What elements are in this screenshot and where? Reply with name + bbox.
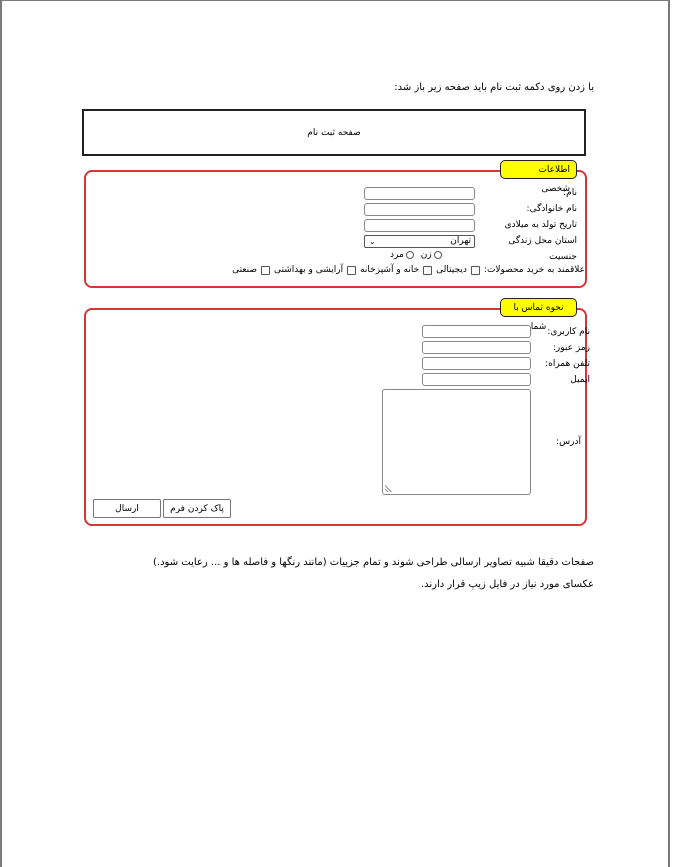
gender-radio-male[interactable] — [406, 251, 414, 259]
note-line-2: عکسای مورد نیاز در فایل زیپ قرار دارند. — [420, 579, 594, 590]
password-label: رمز عبور: — [552, 343, 590, 353]
username-input[interactable] — [422, 325, 531, 338]
email-input[interactable] — [422, 373, 531, 386]
birth-date-label: تاریخ تولد به میلادی — [504, 220, 577, 230]
interest-checkbox-digital[interactable] — [471, 266, 480, 275]
username-label: نام کاربری: — [547, 327, 590, 337]
interest-checkbox-home-kitchen[interactable] — [423, 266, 432, 275]
interest-checkbox-industrial[interactable] — [261, 266, 270, 275]
reset-form-button[interactable]: پاک کردن فرم — [163, 499, 231, 518]
interest-option-industrial: صنعتی — [232, 265, 257, 275]
first-name-label: نام: — [563, 188, 577, 198]
province-value: تهران — [450, 236, 471, 246]
address-label: آدرس: — [556, 437, 581, 447]
submit-button[interactable]: ارسال — [93, 499, 161, 518]
personal-info-legend: اطلاعات شخصی — [500, 160, 577, 179]
banner-title: صفحه ثبت نام — [307, 127, 361, 138]
password-input[interactable] — [422, 341, 531, 354]
gender-radio-group — [390, 250, 442, 260]
address-textarea[interactable] — [382, 389, 531, 495]
interests-label: علاقمند به خرید محصولات: — [483, 265, 585, 275]
interest-option-home-kitchen: خانه و آشپزخانه — [360, 265, 420, 275]
interest-option-digital: دیجیتالی — [436, 265, 467, 275]
gender-radio-female[interactable] — [434, 251, 442, 259]
contact-legend: نحوه تماس با شما — [500, 298, 577, 317]
note-line-1: صفحات دقیقا شبیه تصاویر ارسالی طراحی شوند و تمام جزییات (مانند رنگها و فاصله ها و ... رعایت شود.) — [153, 557, 594, 568]
interest-checkbox-cosmetics[interactable] — [347, 266, 356, 275]
gender-option-female: زن — [420, 250, 432, 260]
resize-grip-icon[interactable] — [385, 484, 393, 492]
province-label: استان محل زندگی — [508, 236, 577, 246]
gender-option-male: مرد — [390, 250, 404, 260]
chevron-down-icon: ⌄ — [369, 237, 376, 246]
email-label: ایمیل — [570, 375, 590, 385]
registration-banner — [82, 109, 586, 156]
gender-label: جنسیت — [549, 252, 577, 262]
interest-option-cosmetics: آرایشی و بهداشتی — [274, 265, 344, 275]
interests-row — [232, 265, 585, 275]
birth-date-input[interactable] — [364, 219, 475, 232]
first-name-input[interactable] — [364, 187, 475, 200]
province-select[interactable] — [364, 235, 475, 248]
intro-text: با زدن روی دکمه ثبت نام باید صفحه زیر باز شد: — [394, 82, 594, 93]
mobile-label: تلفن همراه: — [545, 359, 590, 369]
last-name-input[interactable] — [364, 203, 475, 216]
mobile-input[interactable] — [422, 357, 531, 370]
last-name-label: نام خانوادگی: — [526, 204, 577, 214]
